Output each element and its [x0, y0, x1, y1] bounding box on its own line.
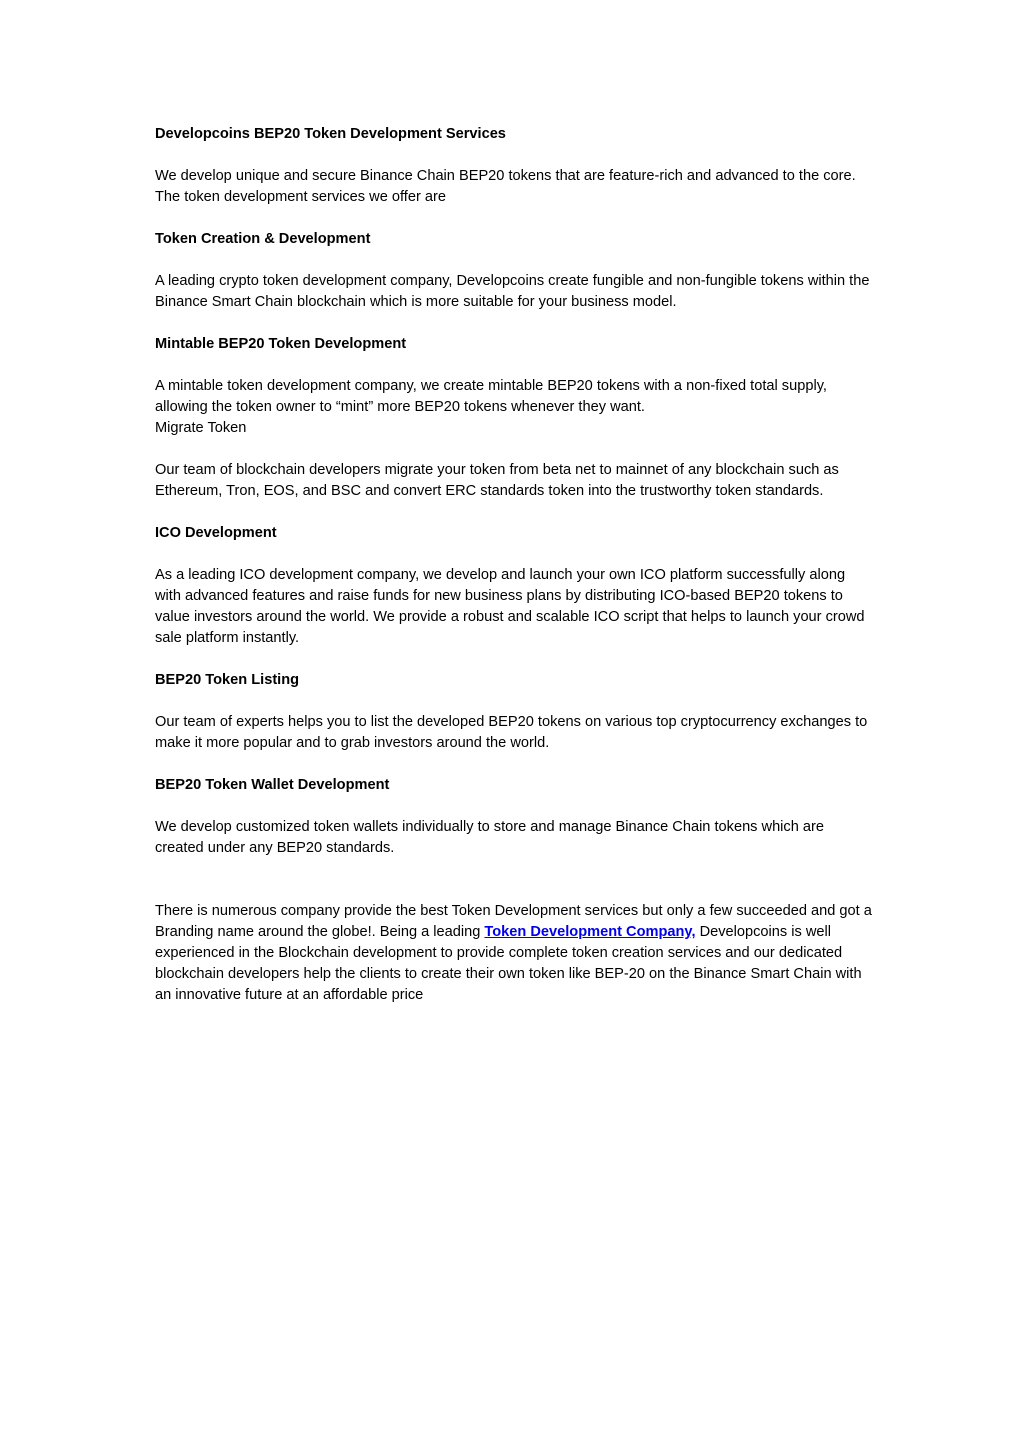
section-body-listing: Our team of experts helps you to list the developed BEP20 tokens on various top cryptocurrency exchanges to make it more popular and to grab investors around the world.: [155, 714, 868, 751]
section-body-token-creation: A leading crypto token development company, Developcoins create fungible and non-fungible tokens within the Binance Smart Chain blockchain which is more suitable for your business model.: [155, 273, 870, 310]
section-body-ico: As a leading ICO development company, we develop and launch your own ICO platform successfully along with advanced features and raise funds for new business plans by distributing ICO-based BEP20 tokens to value investors around the world. We provide a robust and scalable ICO script that helps to launch your crowd sale platform instantly.: [155, 567, 865, 646]
section-body-migrate: Our team of blockchain developers migrate your token from beta net to mainnet of any blockchain such as Ethereum, Tron, EOS, and BSC and convert ERC standards token into the trustworthy token standards.: [155, 462, 839, 499]
section-heading-wallet: BEP20 Token Wallet Development: [155, 777, 390, 793]
section-body-mintable: A mintable token development company, we create mintable BEP20 tokens with a non-fixed total supply, allowing the token owner to “mint” more BEP20 tokens whenever they want.: [155, 378, 827, 415]
section-heading-token-creation: Token Creation & Development: [155, 231, 371, 247]
closing-paragraph: [155, 901, 875, 1006]
section-heading-mintable: Mintable BEP20 Token Development: [155, 336, 407, 352]
intro-paragraph: We develop unique and secure Binance Chain BEP20 tokens that are feature-rich and advanced to the core. The token development services we offer are: [155, 168, 856, 205]
token-development-company-link[interactable]: Token Development Company,: [484, 924, 696, 940]
section-body-wallet: We develop customized token wallets individually to store and manage Binance Chain tokens which are created under any BEP20 standards.: [155, 819, 824, 856]
closing-text-before-link: There is numerous company provide the best Token Development services but only a few succeeded and got a Branding name around the globe!. Being a leading: [155, 903, 872, 940]
section-heading-ico: ICO Development: [155, 525, 277, 541]
document-page: [155, 124, 875, 1027]
section-heading-migrate: Migrate Token: [155, 420, 247, 436]
section-heading-listing: BEP20 Token Listing: [155, 672, 300, 688]
document-title: Developcoins BEP20 Token Development Services: [155, 126, 506, 142]
closing-text-after-link: Developcoins is well experienced in the Blockchain development to provide complete token creation services and our dedicated blockchain developers help the clients to create their own token like BEP-20 on the Binance Smart Chain with an innovative future at an affordable price: [155, 924, 862, 1003]
